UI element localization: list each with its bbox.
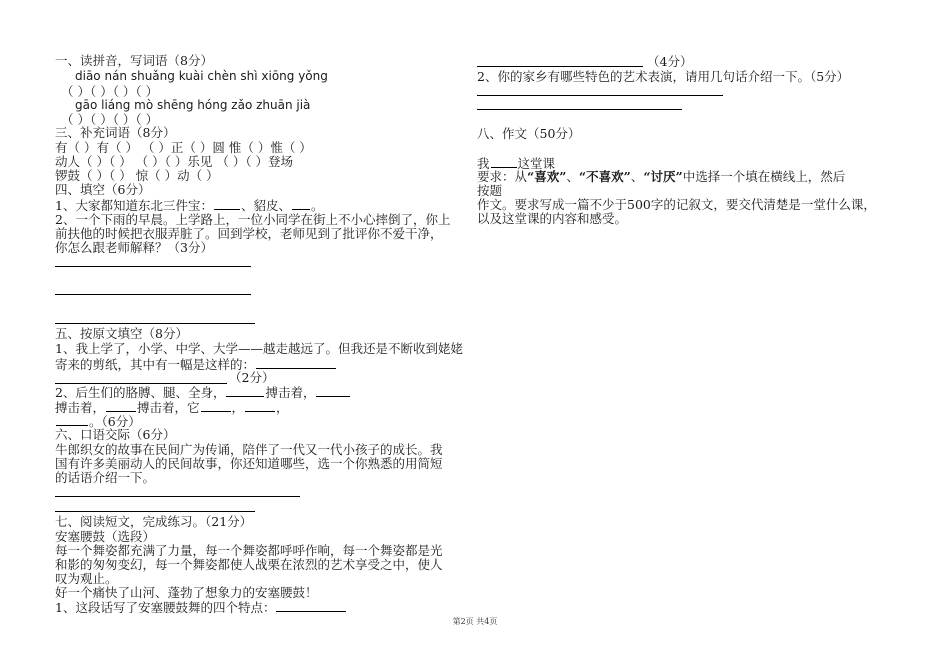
topic-blank[interactable] <box>491 155 517 168</box>
section-6-title: 六、口语交际（6分） <box>55 427 176 442</box>
question-7-1 <box>55 599 347 615</box>
answer-blank[interactable] <box>56 413 88 426</box>
passage-title: 安塞腰鼓（选段） <box>55 529 156 544</box>
question-4-2-line-2: 前扶他的时候把衣服弄脏了。回到学校，老师见到了批评你不爱干净， <box>55 226 443 241</box>
req-sep: 、 <box>566 169 579 184</box>
question-4-1 <box>55 197 324 213</box>
question-text: 搏击着， <box>55 400 106 415</box>
topic-text: 我 <box>477 156 490 171</box>
section-6-line-1: 牛郎织女的故事在民间广为传诵，陪伴了一代又一代小孩子的成长。我 <box>55 442 443 457</box>
question-score: （4分） <box>647 54 693 69</box>
question-text: 搏击着，它 <box>137 400 200 415</box>
choice-hate: “讨厌” <box>643 169 683 184</box>
composition-instruction-2: 以及这堂课的内容和感受。 <box>477 211 628 226</box>
question-text: 搏击着， <box>265 385 316 400</box>
question-text: 1、这段话写了安塞腰鼓舞的四个特点： <box>55 600 276 615</box>
page-footer: 第2页 共4页 <box>452 617 498 626</box>
question-5-1-line-2 <box>55 356 337 372</box>
choice-dislike: “不喜欢” <box>578 169 631 184</box>
section-8-title: 八、作文（50分） <box>477 126 581 141</box>
answer-line[interactable] <box>55 496 300 497</box>
answer-line[interactable] <box>477 95 723 96</box>
question-5-1-score: （2分） <box>229 370 275 385</box>
question-text: 2、后生们的胳膊、腿、全身， <box>55 385 226 400</box>
pinyin-row-1: diāo nán shuǎng kuài chèn shì xiōng yǒng <box>75 69 328 83</box>
question-4-2-line-1: 2、一个下雨的早晨。上学路上，一位小同学在街上不小心摔倒了，你上 <box>55 212 451 227</box>
answer-parens-row-1: （ ）（ ）（ ）（ ） <box>61 84 159 99</box>
passage-line-2: 和影的匆匆变幻，每一个舞姿都使人战栗在浓烈的艺术享受之中，使人 <box>55 557 443 572</box>
question-5-2-line-1 <box>55 384 351 400</box>
section-6-line-3: 的话语介绍一下。 <box>55 470 156 485</box>
req-sep: 、 <box>630 169 644 184</box>
section-5-title: 五、按原文填空（8分） <box>55 326 188 341</box>
answer-blank[interactable] <box>292 197 310 210</box>
composition-requirement-2: 按题 <box>477 183 503 198</box>
question-text: 。 <box>310 198 324 213</box>
section-1-title: 一、读拼音，写词语（8分） <box>55 53 213 68</box>
choice-like: “喜欢” <box>527 169 567 184</box>
answer-parens-row-2: （ ）（ ）（ ）（ ） <box>61 112 159 127</box>
req-text: 中选择一个填在横线上，然后 <box>682 169 846 184</box>
question-text: 、貂皮、 <box>240 198 291 213</box>
answer-blank[interactable] <box>226 384 264 397</box>
req-text: 要求：从 <box>477 169 528 184</box>
composition-requirement <box>477 169 845 184</box>
answer-blank[interactable] <box>276 599 346 612</box>
idiom-row-2: 动人（ ）（ ） （ ）（ ）乐见 （ ）（ ）登场 <box>55 154 294 169</box>
answer-blank[interactable] <box>201 399 231 412</box>
answer-line[interactable] <box>55 294 251 295</box>
pinyin-row-2: gāo liáng mò shēng hóng zǎo zhuān jià <box>75 98 311 112</box>
passage-line-1: 每一个舞姿都充满了力量，每一个舞姿都呼呼作响，每一个舞姿都是光 <box>55 543 443 558</box>
question-text: 。（6分） <box>89 414 141 429</box>
section-4-title: 四、填空（6分） <box>55 182 151 197</box>
answer-line[interactable] <box>55 511 255 512</box>
answer-blank[interactable] <box>106 399 136 412</box>
question-text: ， <box>231 400 245 415</box>
question-5-1-line-1: 1、我上学了，小学、中学、大学——越走越远了。但我还是不断收到姥姥 <box>55 341 463 356</box>
answer-line[interactable] <box>477 66 643 67</box>
section-3-title: 三、补充词语（8分） <box>55 125 176 140</box>
answer-blank[interactable] <box>256 356 336 369</box>
answer-line[interactable] <box>55 323 255 324</box>
passage-line-3: 叹为观止。 <box>55 571 118 586</box>
idiom-row-3: 锣鼓（ ）（ ） 惊（ ）动（ ） <box>55 168 219 183</box>
answer-line[interactable] <box>55 266 251 267</box>
question-4-2-line-3: 你怎么跟老师解释？（3分） <box>55 240 213 255</box>
idiom-row-1: 有（ ）有（ ） （ ）正（ ）圆 惟（ ）惟（ ） <box>55 140 312 155</box>
question-8-2: 2、你的家乡有哪些特色的艺术表演，请用几句话介绍一下。（5分） <box>477 69 850 84</box>
question-text: ， <box>276 400 289 415</box>
answer-blank[interactable] <box>214 197 240 210</box>
passage-line-4: 好一个痛快了山河、蓬勃了想象力的安塞腰鼓！ <box>55 585 318 600</box>
answer-blank[interactable] <box>316 384 350 397</box>
composition-instruction-1: 作文。要求写成一篇不少于500字的记叙文，要交代清楚是一堂什么课， <box>477 197 876 212</box>
question-text: 寄来的剪纸，其中有一幅是这样的： <box>55 357 256 372</box>
answer-line[interactable] <box>477 109 682 110</box>
section-6-line-2: 国有许多美丽动人的民间故事，你还知道哪些，选一个你熟悉的用简短 <box>55 456 443 471</box>
section-7-title: 七、阅读短文，完成练习。（21分） <box>55 514 253 529</box>
topic-text: 这堂课 <box>517 156 556 171</box>
answer-blank[interactable] <box>245 399 275 412</box>
question-text: 1、大家都知道东北三件宝： <box>55 198 213 213</box>
